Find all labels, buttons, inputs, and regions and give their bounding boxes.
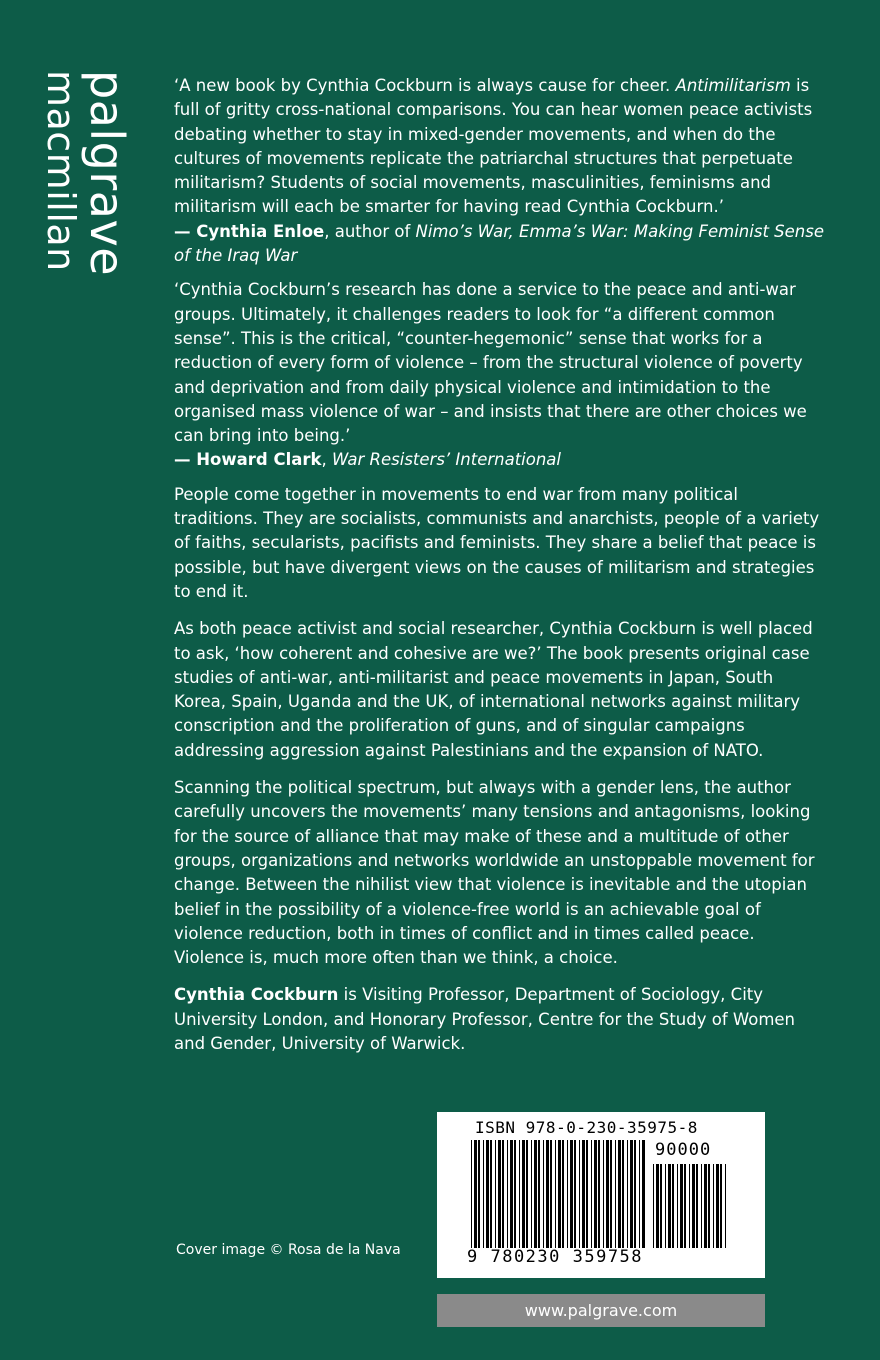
barcode-bar	[627, 1140, 628, 1248]
attribution-name: — Howard Clark	[174, 450, 322, 470]
author-bio	[174, 983, 824, 1056]
endorsement-quote-1	[174, 74, 824, 220]
barcode-bar	[696, 1164, 698, 1248]
barcode-bar	[471, 1140, 472, 1248]
barcode-bar	[594, 1140, 597, 1248]
barcode-bar	[692, 1164, 695, 1248]
barcode-bar	[704, 1164, 707, 1248]
barcode-bar	[653, 1164, 654, 1248]
quote-text: is full of gritty cross-national comparisons. You can hear women peace activists debating whether to stay in mixed-gender movements, and when do the cultures of movements replicate the patriarchal structures that perpetuate militarism? Students of social movements, masculinities, feminisms and militarism will each be smarter for having read Cynthia Cockburn.’	[174, 76, 813, 217]
attribution-name: — Cynthia Enloe	[174, 221, 325, 241]
endorsement-attribution-1	[174, 220, 824, 269]
barcode-bar	[538, 1140, 540, 1248]
barcode-bar	[708, 1164, 710, 1248]
barcode-bar	[582, 1140, 585, 1248]
barcode-bar	[725, 1164, 726, 1248]
barcode-bar	[606, 1140, 609, 1248]
endorsement-attribution-2	[174, 448, 824, 472]
barcode-bar	[570, 1140, 573, 1248]
barcode-bar	[618, 1140, 621, 1248]
barcode-bar	[495, 1140, 496, 1248]
barcode-bar	[656, 1164, 659, 1248]
barcode-bar	[622, 1140, 624, 1248]
barcode-bar	[555, 1140, 556, 1248]
barcode-bar	[598, 1140, 600, 1248]
publisher-logo	[30, 70, 134, 290]
barcode-bar	[550, 1140, 552, 1248]
attribution-work: Nimo’s War, Emma’s War: Making Feminist Sense of the Iraq War	[174, 221, 824, 266]
barcode-bar	[514, 1140, 516, 1248]
barcode-bar	[546, 1140, 549, 1248]
barcode-bar	[507, 1140, 508, 1248]
barcode-bar	[498, 1140, 501, 1248]
barcode-bar	[684, 1164, 686, 1248]
barcode-bar	[720, 1164, 722, 1248]
attribution-text: ,	[321, 450, 332, 470]
description-paragraph-2: As both peace activist and social researcher, Cynthia Cockburn is well placed to ask, ‘how coherent and cohesive are we?’ The book presents original case studies of anti-war, anti-militarist and peace movements in Japan, South Korea, Spain, Uganda and the UK, of international networks against military conscription and the proliferation of guns, and of singular campaigns addressing aggression against Palestinians and the expansion of NATO.	[174, 619, 813, 760]
publisher-logo-line2: macmillan	[39, 70, 83, 272]
barcode-bar	[630, 1140, 633, 1248]
isbn-label: ISBN 978-0-230-35975-8	[475, 1118, 698, 1137]
barcode-bar	[677, 1164, 678, 1248]
barcode-bar	[531, 1140, 532, 1248]
barcode-bar	[668, 1164, 671, 1248]
barcode-bar	[490, 1140, 492, 1248]
barcode-bar	[716, 1164, 719, 1248]
barcode-bar	[591, 1140, 592, 1248]
price-code: 90000	[655, 1140, 712, 1160]
barcode-bar	[713, 1164, 714, 1248]
quote-text: ‘A new book by Cynthia Cockburn is always cause for cheer.	[174, 76, 676, 95]
barcode-bar	[689, 1164, 690, 1248]
description-paragraph-1: People come together in movements to end war from many political traditions. They are socialists, communists and anarchists, people of a variety of faiths, secularists, pacifists and feminists. They share a belief that peace is possible, but have divergent views on the causes of militarism and strategies to end it.	[174, 484, 820, 601]
publisher-logo-line1: palgrave	[80, 70, 134, 276]
barcode-digits: 9 780230 359758	[467, 1247, 644, 1267]
author-bio-text: is Visiting Professor, Department of Sociology, City University London, and Honorary Professor, Centre for the Study of Women and Gender, University of Warwick.	[174, 985, 796, 1053]
barcode-bar	[574, 1140, 576, 1248]
barcode-bar	[502, 1140, 504, 1248]
barcode-bar	[486, 1140, 489, 1248]
barcode-bar	[567, 1140, 568, 1248]
barcode-bar	[639, 1140, 640, 1248]
barcode-bar	[526, 1140, 528, 1248]
barcode-bar	[642, 1140, 645, 1248]
barcode-bar	[615, 1140, 616, 1248]
isbn-barcode	[437, 1112, 765, 1278]
barcode-bars	[471, 1140, 647, 1248]
author-name: Cynthia Cockburn	[174, 985, 339, 1005]
barcode-bar	[665, 1164, 666, 1248]
barcode-bar	[660, 1164, 662, 1248]
barcode-bar	[474, 1140, 477, 1248]
endorsement-quote-2: ‘Cynthia Cockburn’s research has done a service to the peace and anti-war groups. Ultimately, it challenges readers to look for “a different common sense”. This is the critical, “counter-hegemonic” sense that works for a reduction of every form of violence – from the structural violence of poverty and deprivation and from daily physical violence and intimidation to the organised mass violence of war – and insists that there are other choices we can bring into being.’	[174, 280, 807, 446]
barcode-bar	[510, 1140, 513, 1248]
barcode-bar	[543, 1140, 544, 1248]
price-barcode-bars	[653, 1164, 729, 1248]
barcode-bar	[519, 1140, 520, 1248]
back-cover-text	[174, 74, 824, 1069]
barcode-bar	[478, 1140, 480, 1248]
barcode-bar	[579, 1140, 580, 1248]
barcode-bar	[586, 1140, 588, 1248]
attribution-text: , author of	[324, 221, 416, 241]
barcode-bar	[603, 1140, 604, 1248]
publisher-website[interactable]: www.palgrave.com	[437, 1294, 765, 1327]
barcode-bar	[562, 1140, 564, 1248]
barcode-bar	[680, 1164, 683, 1248]
barcode-bar	[522, 1140, 525, 1248]
barcode-bar	[558, 1140, 561, 1248]
barcode-bar	[701, 1164, 702, 1248]
barcode-bar	[672, 1164, 674, 1248]
barcode-bar	[610, 1140, 612, 1248]
barcode-bar	[534, 1140, 537, 1248]
description-paragraph-3: Scanning the political spectrum, but always with a gender lens, the author carefully uncovers the movements’ many tensions and antagonisms, looking for the source of alliance that may make of these and a multitude of other groups, organizations and networks worldwide an unstoppable movement for change. Between the nihilist view that violence is inevitable and the utopian belief in the possibility of a violence-free world is an achievable goal of violence reduction, both in times of conflict and in times called peace. Violence is, much more often than we think, a choice.	[174, 778, 815, 968]
cover-image-credit: Cover image © Rosa de la Nava	[176, 1242, 401, 1258]
quote-book-title: Antimilitarism	[675, 76, 791, 95]
attribution-work: War Resisters’ International	[331, 450, 562, 470]
barcode-bar	[634, 1140, 636, 1248]
barcode-bar	[483, 1140, 484, 1248]
